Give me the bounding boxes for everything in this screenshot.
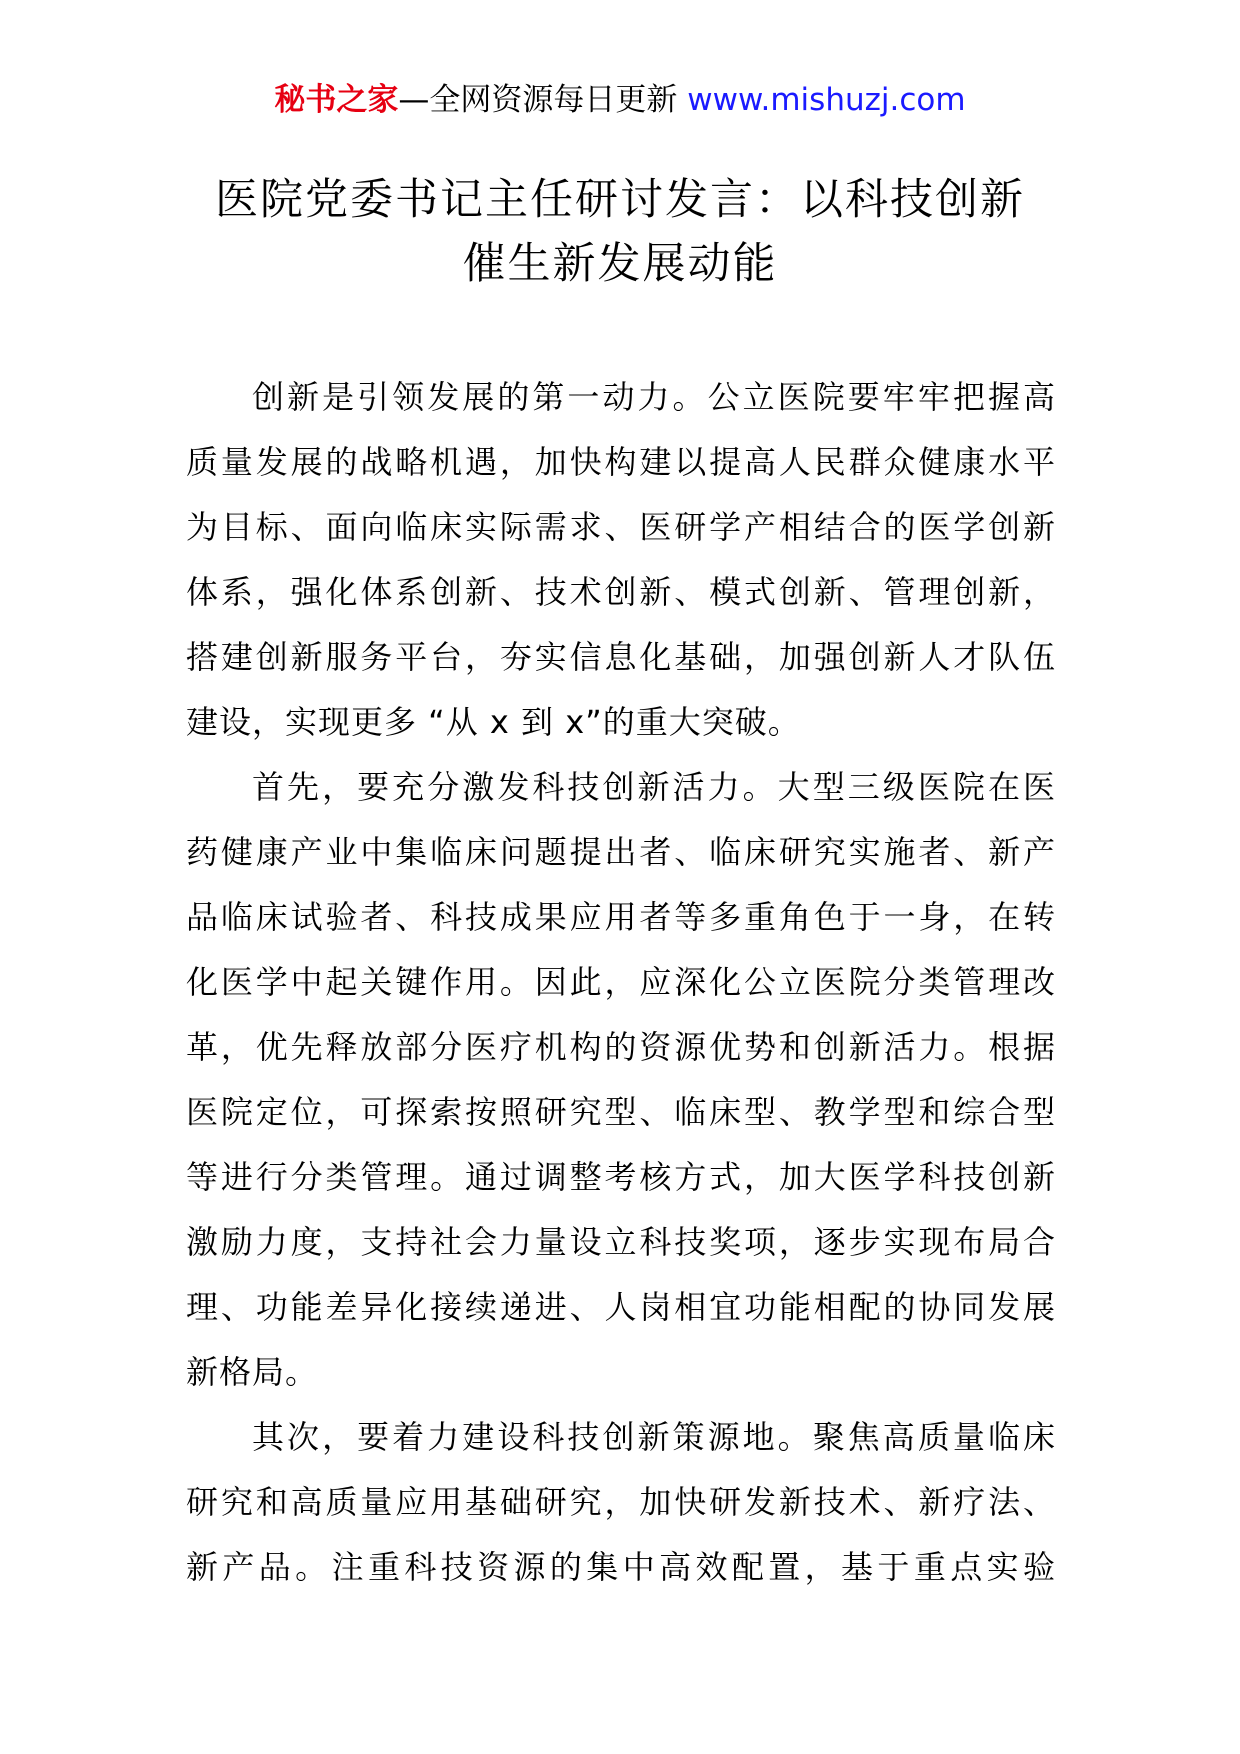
text-line: 激励力度，支持社会力量设立科技奖项，逐步实现布局合: [186, 1223, 1056, 1261]
title-line-2: 催生新发展动能: [462, 239, 778, 289]
page-header: [0, 78, 1240, 122]
text-line: 其次，要着力建设科技创新策源地。聚焦高质量临床: [252, 1418, 1056, 1456]
text-line: 药健康产业中集临床问题提出者、临床研究实施者、新产: [186, 833, 1056, 871]
text-line: 品临床试验者、科技成果应用者等多重角色于一身，在转: [186, 898, 1056, 936]
text-line: 创新是引领发展的第一动力。公立医院要牢牢把握高: [252, 378, 1056, 416]
paragraph-1: [186, 365, 1056, 755]
document-title: [0, 168, 1240, 296]
brand-name: 秘书之家: [274, 82, 399, 118]
text-line: 等进行分类管理。通过调整考核方式，加大医学科技创新: [186, 1158, 1056, 1196]
text-line: 新产品。注重科技资源的集中高效配置，基于重点实验: [186, 1548, 1056, 1586]
text-line: 体系，强化体系创新、技术创新、模式创新、管理创新，: [186, 573, 1056, 611]
text-line: 质量发展的战略机遇，加快构建以提高人民群众健康水平: [186, 443, 1056, 481]
text-line: 研究和高质量应用基础研究，加快研发新技术、新疗法、: [186, 1483, 1056, 1521]
paragraph-3: [186, 1405, 1056, 1600]
document-body: [186, 365, 1056, 1600]
site-url-link[interactable]: www.mishuzj.com: [687, 82, 966, 118]
header-tagline: —全网资源每日更新: [398, 82, 688, 118]
text-line: 为目标、面向临床实际需求、医研学产相结合的医学创新: [186, 508, 1056, 546]
title-line-1: 医院党委书记主任研讨发言：以科技创新: [215, 175, 1025, 225]
text-line: 化医学中起关键作用。因此，应深化公立医院分类管理改: [186, 963, 1056, 1001]
text-line: 医院定位，可探索按照研究型、临床型、教学型和综合型: [186, 1093, 1056, 1131]
text-line: 革，优先释放部分医疗机构的资源优势和创新活力。根据: [186, 1028, 1056, 1066]
text-line: 搭建创新服务平台，夯实信息化基础，加强创新人才队伍: [186, 638, 1056, 676]
text-line: 新格局。: [186, 1353, 319, 1391]
text-line: 首先，要充分激发科技创新活力。大型三级医院在医: [252, 768, 1056, 806]
text-line: 建设，实现更多 “从 x 到 x”的重大突破。: [186, 703, 801, 741]
text-line: 理、功能差异化接续递进、人岗相宜功能相配的协同发展: [186, 1288, 1056, 1326]
paragraph-2: [186, 755, 1056, 1405]
